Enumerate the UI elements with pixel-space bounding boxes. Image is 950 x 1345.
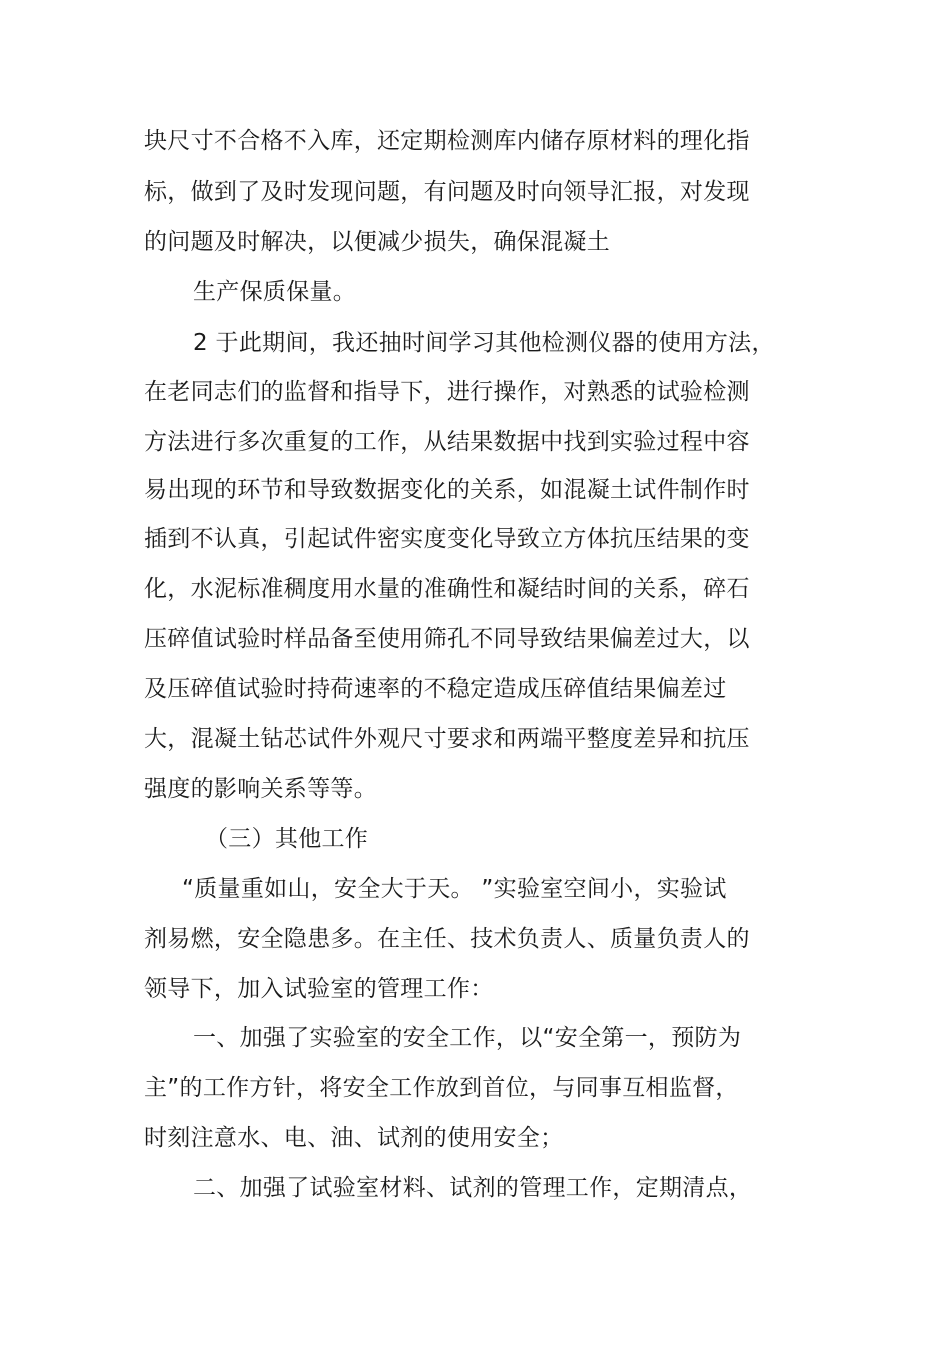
text-line: 压碎值试验时样品备至使用筛孔不同导致结果偏差过大，以 xyxy=(144,626,750,652)
text-line: 时刻注意水、电、油、试剂的使用安全； xyxy=(144,1125,564,1151)
text-line: “质量重如山，安全大于天。 ”实验室空间小，实验试 xyxy=(182,876,727,902)
text-line: 生产保质保量。 xyxy=(193,279,357,305)
text-line: 在老同志们的监督和指导下，进行操作，对熟悉的试验检测 xyxy=(144,379,750,405)
text-line: 主”的工作方针，将安全工作放到首位，与同事互相监督， xyxy=(144,1075,739,1101)
text-line: 块尺寸不合格不入库，还定期检测库内储存原材料的理化指 xyxy=(144,128,750,154)
text-line: 大，混凝土钻芯试件外观尺寸要求和两端平整度差异和抗压 xyxy=(144,726,750,752)
text-line: 2 于此期间，我还抽时间学习其他检测仪器的使用方法， xyxy=(193,330,775,356)
text-line: 的问题及时解决，以便减少损失，确保混凝土 xyxy=(144,229,610,255)
text-line: 方法进行多次重复的工作，从结果数据中找到实验过程中容 xyxy=(144,429,750,455)
text-line: 及压碎值试验时持荷速率的不稳定造成压碎值结果偏差过 xyxy=(144,676,727,702)
section-heading: （三）其他工作 xyxy=(205,826,369,852)
text-line: 剂易燃，安全隐患多。在主任、技术负责人、质量负责人的 xyxy=(144,926,750,952)
text-line: 强度的影响关系等等。 xyxy=(144,776,377,802)
text-line: 领导下，加入试验室的管理工作： xyxy=(144,976,494,1002)
text-line: 二、加强了试验室材料、试剂的管理工作，定期清点， xyxy=(193,1175,753,1201)
text-line: 易出现的环节和导致数据变化的关系，如混凝土试件制作时 xyxy=(144,477,750,503)
text-line: 一、加强了实验室的安全工作，以“安全第一，预防为 xyxy=(193,1025,742,1051)
text-line: 化，水泥标准稠度用水量的准确性和凝结时间的关系，碎石 xyxy=(144,576,750,602)
text-line: 插到不认真，引起试件密实度变化导致立方体抗压结果的变 xyxy=(144,526,750,552)
text-line: 标，做到了及时发现问题，有问题及时向领导汇报，对发现 xyxy=(144,179,750,205)
